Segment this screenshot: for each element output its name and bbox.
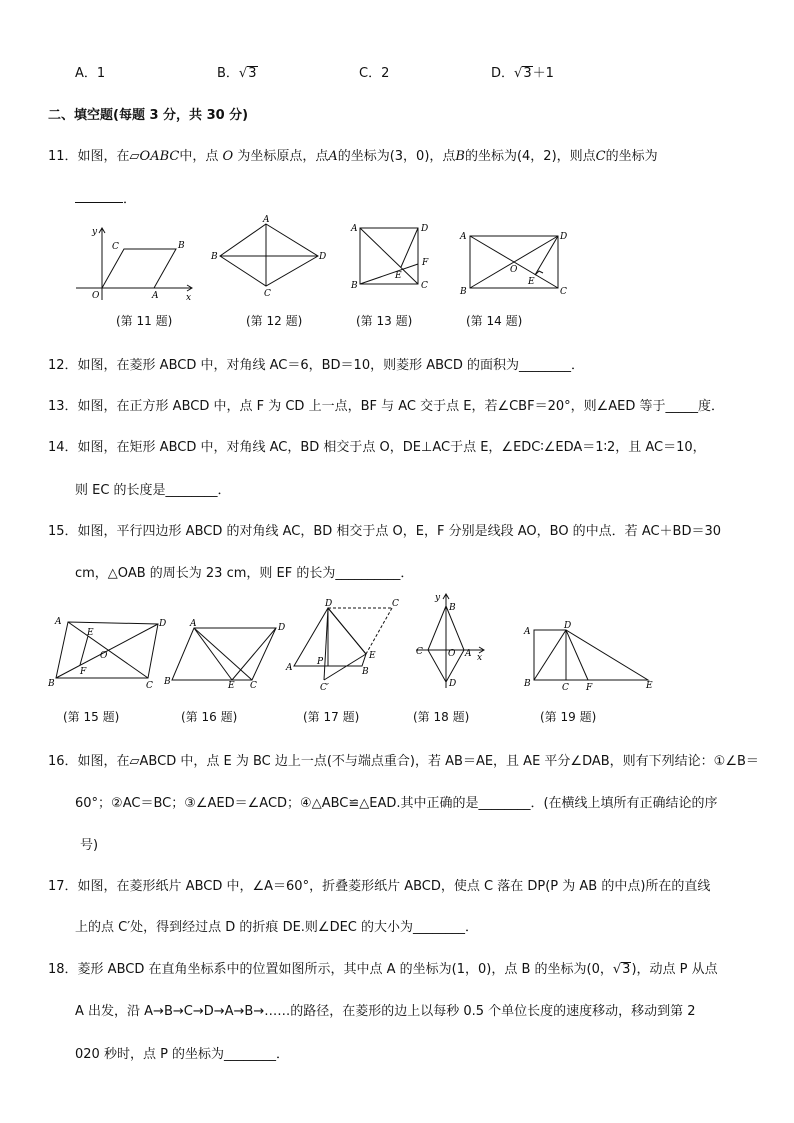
- segment-de: [401, 228, 418, 267]
- label-e: E: [395, 271, 402, 281]
- segment-ef: [80, 636, 88, 665]
- figure-16: [164, 616, 290, 692]
- label-c-prime: C′: [320, 683, 329, 693]
- label-e: E: [528, 277, 535, 287]
- question-12: 12．如图，在菱形 ABCD 中，对角线 AC＝6，BD＝10，则菱形 ABCD 的面积为________．: [48, 358, 585, 373]
- choice-d-prefix: D．: [491, 66, 515, 81]
- caption-17: (第 17 题): [303, 710, 360, 724]
- choice-d-suffix: ＋1: [532, 66, 554, 81]
- caption-16: (第 16 题): [181, 710, 238, 724]
- diagonal-ac: [360, 228, 418, 284]
- choice-b: [217, 62, 258, 81]
- label-b: B: [351, 281, 358, 291]
- rhombus-part: [294, 608, 366, 666]
- question-18-line-1: [48, 958, 718, 977]
- label-f: F: [80, 667, 87, 677]
- label-c: C: [416, 647, 423, 657]
- choice-d: [491, 62, 554, 81]
- label-d: D: [319, 252, 327, 262]
- segment-de: [535, 236, 558, 275]
- figure-17: [282, 596, 406, 694]
- label-a: A: [55, 617, 62, 627]
- figure-11: [72, 222, 196, 302]
- answer-blank: [75, 190, 123, 203]
- sqrt-sign: √: [514, 66, 523, 81]
- segment-ed: [232, 628, 276, 680]
- label-o: O: [510, 265, 518, 275]
- label-e: E: [87, 628, 94, 638]
- figure-18: [408, 588, 488, 692]
- question-17-line-2: 上的点 C′处，得到经过点 D 的折痕 DE.则∠DEC 的大小为________．: [75, 920, 479, 935]
- label-c: C: [562, 683, 569, 693]
- label-y: y: [435, 593, 441, 603]
- q18-text-b: )，动点 P 从点: [631, 962, 718, 977]
- label-b: B: [164, 677, 171, 687]
- q11-name: OABC: [139, 149, 180, 164]
- segment-df: [566, 630, 588, 680]
- label-b: B: [211, 252, 218, 262]
- label-a: A: [460, 232, 467, 242]
- label-f: F: [422, 258, 429, 268]
- label-e: E: [228, 681, 235, 691]
- q11-text-f: 的坐标为: [605, 149, 658, 164]
- figure-13: [344, 218, 436, 298]
- sqrt-sign: √: [612, 962, 622, 977]
- trapezoid-abed: [534, 630, 648, 680]
- q11-answer-line: [75, 188, 136, 207]
- label-d: D: [159, 619, 167, 629]
- label-a: A: [286, 663, 293, 673]
- q11-end: ．: [123, 192, 137, 207]
- choice-b-prefix: B．: [217, 66, 239, 81]
- figure-19: [518, 618, 658, 694]
- segment-ae: [194, 628, 232, 680]
- q11-text-a: 如图，在▱: [77, 149, 140, 164]
- q18-text-a: 18．菱形 ABCD 在直角坐标系中的位置如图所示，其中点 A 的坐标为(1，0)，点 B 的坐标为(0，: [48, 962, 613, 977]
- question-14-line-2: 则 EC 的长度是________．: [75, 483, 231, 498]
- label-b: B: [362, 667, 369, 677]
- label-a: A: [524, 627, 531, 637]
- segment-ce-dashed: [366, 608, 392, 654]
- q11-text-b: 中，点: [179, 149, 219, 164]
- label-a: A: [465, 649, 472, 659]
- label-o: O: [92, 291, 100, 301]
- segment-dc-prime: [324, 608, 328, 680]
- figure-14: [456, 226, 574, 298]
- label-a: A: [190, 619, 197, 629]
- label-e: E: [369, 651, 376, 661]
- label-d: D: [449, 679, 457, 689]
- label-c: C: [392, 599, 399, 609]
- label-c: C: [560, 287, 567, 297]
- q11-text-e: 的坐标为(4，2)，则点: [464, 149, 596, 164]
- label-b: B: [178, 241, 185, 251]
- question-18-line-2: A 出发，沿 A→B→C→D→A→B→……的路径，在菱形的边上以每秒 0.5 个单位长度的速度移动，移动到第 2: [75, 1004, 696, 1019]
- label-d: D: [325, 599, 333, 609]
- rhombus-abcd: [220, 224, 318, 286]
- figure-12: [208, 214, 330, 298]
- q11-c: C: [595, 149, 606, 164]
- caption-11: (第 11 题): [116, 314, 173, 328]
- label-d: D: [421, 224, 429, 234]
- label-x: x: [477, 653, 483, 663]
- label-e: E: [646, 681, 653, 691]
- label-f: F: [586, 683, 593, 693]
- q11-text-c: 为坐标原点，点: [237, 149, 329, 164]
- label-o: O: [448, 649, 456, 659]
- fold-de: [328, 608, 366, 654]
- label-c: C: [146, 681, 153, 691]
- q11-text-d: 的坐标为(3，0)，点: [337, 149, 456, 164]
- choice-b-radicand: 3: [248, 66, 257, 81]
- figure-15: [48, 612, 172, 692]
- label-d: D: [560, 232, 568, 242]
- label-c: C: [421, 281, 428, 291]
- caption-19: (第 19 题): [540, 710, 597, 724]
- question-17-line-1: 17．如图，在菱形纸片 ABCD 中，∠A＝60°，折叠菱形纸片 ABCD，使点 C 落在 DP(P 为 AB 的中点)所在的直线: [48, 879, 711, 894]
- caption-13: (第 13 题): [356, 314, 413, 328]
- question-18-line-3: 020 秒时，点 P 的坐标为________．: [75, 1047, 290, 1062]
- parallelogram-abcd: [172, 628, 276, 680]
- question-16-line-2: 60°；②AC＝BC；③∠AED＝∠ACD；④△ABC≌△EAD.其中正确的是________．(在横线上填所有正确结论的序: [75, 796, 718, 811]
- question-13: 13．如图，在正方形 ABCD 中，点 F 为 CD 上一点，BF 与 AC 交于点 E，若∠CBF＝20°，则∠AED 等于_____度．: [48, 399, 725, 414]
- diagonal-ac: [194, 628, 252, 680]
- q11-num: 11．: [48, 149, 78, 164]
- choice-c: C．2: [359, 66, 390, 81]
- question-16-line-1: 16．如图，在▱ABCD 中，点 E 为 BC 边上一点(不与端点重合)，若 AB＝AE，且 AE 平分∠DAB，则有下列结论：①∠B＝: [48, 754, 759, 769]
- question-16-line-3: 号): [80, 838, 99, 853]
- segment-db: [534, 630, 566, 680]
- question-14-line-1: 14．如图，在矩形 ABCD 中，对角线 AC，BD 相交于点 O，DE⊥AC于点 E，∠EDC∶∠EDA＝1∶2，且 AC＝10，: [48, 440, 706, 455]
- q11-b: B: [455, 149, 465, 164]
- question-15-line-1: 15．如图，平行四边形 ABCD 的对角线 AC，BD 相交于点 O，E，F 分别是线段 AO，BO 的中点．若 AC＋BD＝30: [48, 524, 722, 539]
- label-d: D: [564, 621, 572, 631]
- label-a: A: [263, 215, 270, 225]
- label-o: O: [100, 651, 108, 661]
- label-a: A: [152, 291, 159, 301]
- label-p: P: [317, 657, 324, 667]
- choice-a: A．1: [75, 66, 106, 81]
- caption-15: (第 15 题): [63, 710, 120, 724]
- caption-14: (第 14 题): [466, 314, 523, 328]
- choice-d-radicand: 3: [523, 66, 532, 81]
- parallelogram-oabc: [102, 249, 176, 288]
- question-15-line-2: cm，△OAB 的周长为 23 cm，则 EF 的长为__________．: [75, 566, 414, 581]
- q11-o: O: [222, 149, 234, 164]
- section-heading: 二、填空题(每题 3 分，共 30 分): [48, 108, 249, 123]
- label-y: y: [92, 227, 98, 237]
- q18-radicand: 3: [622, 962, 631, 977]
- label-b: B: [460, 287, 467, 297]
- caption-12: (第 12 题): [246, 314, 303, 328]
- segment-c-prime-e: [324, 654, 366, 680]
- label-b: B: [48, 679, 55, 689]
- label-a: A: [351, 224, 358, 234]
- label-b: B: [524, 679, 531, 689]
- label-c: C: [112, 242, 119, 252]
- segment-bf: [360, 264, 418, 284]
- label-b: B: [449, 603, 456, 613]
- label-c: C: [264, 289, 271, 298]
- sqrt-sign: √: [238, 66, 248, 81]
- caption-18: (第 18 题): [413, 710, 470, 724]
- q11-a: A: [328, 149, 338, 164]
- label-c: C: [250, 681, 257, 691]
- label-x: x: [186, 293, 192, 302]
- label-d: D: [278, 623, 286, 633]
- question-11: [48, 145, 658, 164]
